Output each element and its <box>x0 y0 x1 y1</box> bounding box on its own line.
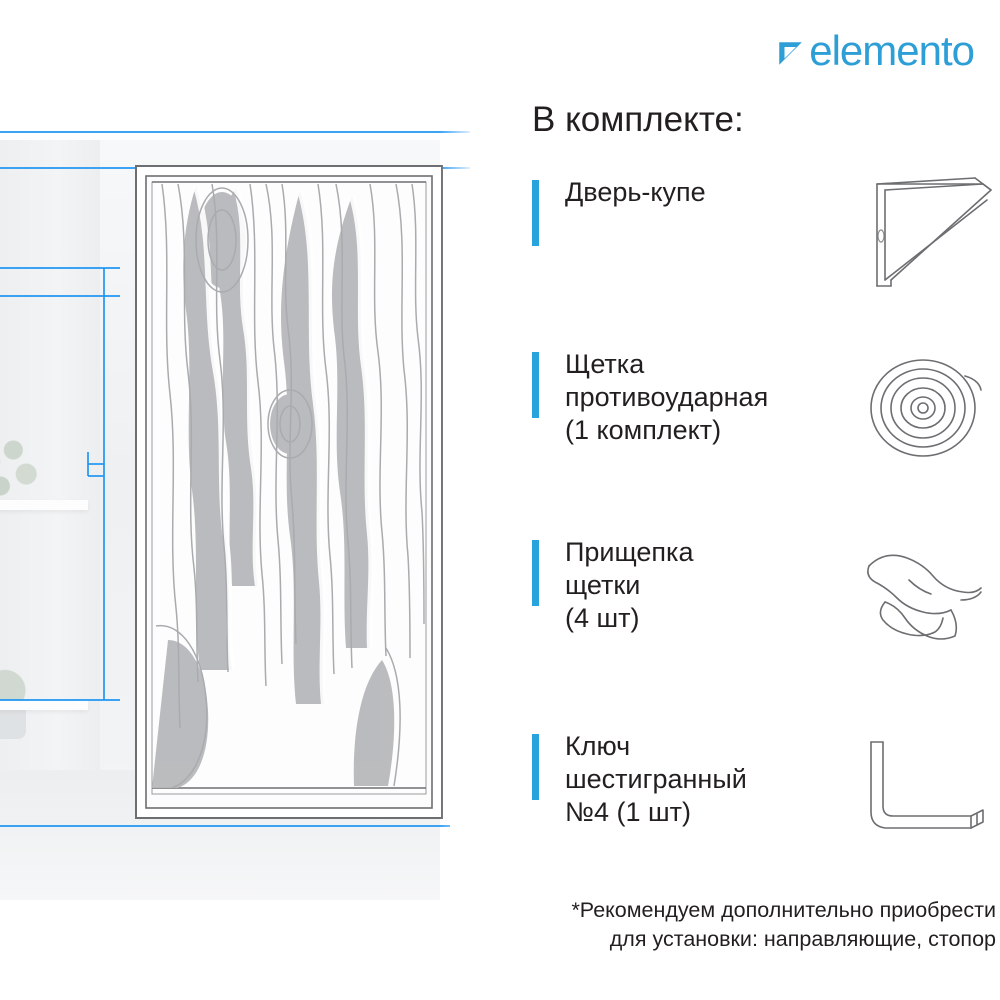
sliding-door-graphic <box>0 0 470 1000</box>
accent-bar <box>532 352 539 418</box>
footnote-text: *Рекомендуем дополнительно приобрести для установки: направляющие, стопор <box>571 898 996 952</box>
kit-item-label: Ключ шестигранный №4 (1 шт) <box>565 731 747 827</box>
accent-bar <box>532 540 539 606</box>
brush-clip-icon <box>850 536 1000 646</box>
sliding-door-frame-icon <box>850 176 1000 294</box>
kit-item-clip <box>532 536 1000 646</box>
kit-contents-panel <box>500 0 1000 1000</box>
kit-item-door <box>532 176 1000 294</box>
accent-bar <box>532 180 539 246</box>
kit-item-label: Дверь-купе <box>565 177 706 207</box>
brush-roll-icon <box>850 348 1000 468</box>
hex-key-icon <box>850 730 1000 840</box>
page-title: В комплекте: <box>532 100 744 139</box>
brand-wordmark: elemento <box>809 27 974 74</box>
kit-item-label: Щетка противоударная (1 комплект) <box>565 349 769 445</box>
kit-item-brush <box>532 348 1000 468</box>
kit-item-label: Прищепка щетки (4 шт) <box>565 537 694 633</box>
kit-item-hex-key <box>532 730 1000 840</box>
product-illustration-panel <box>0 0 470 1000</box>
accent-bar <box>532 734 539 800</box>
